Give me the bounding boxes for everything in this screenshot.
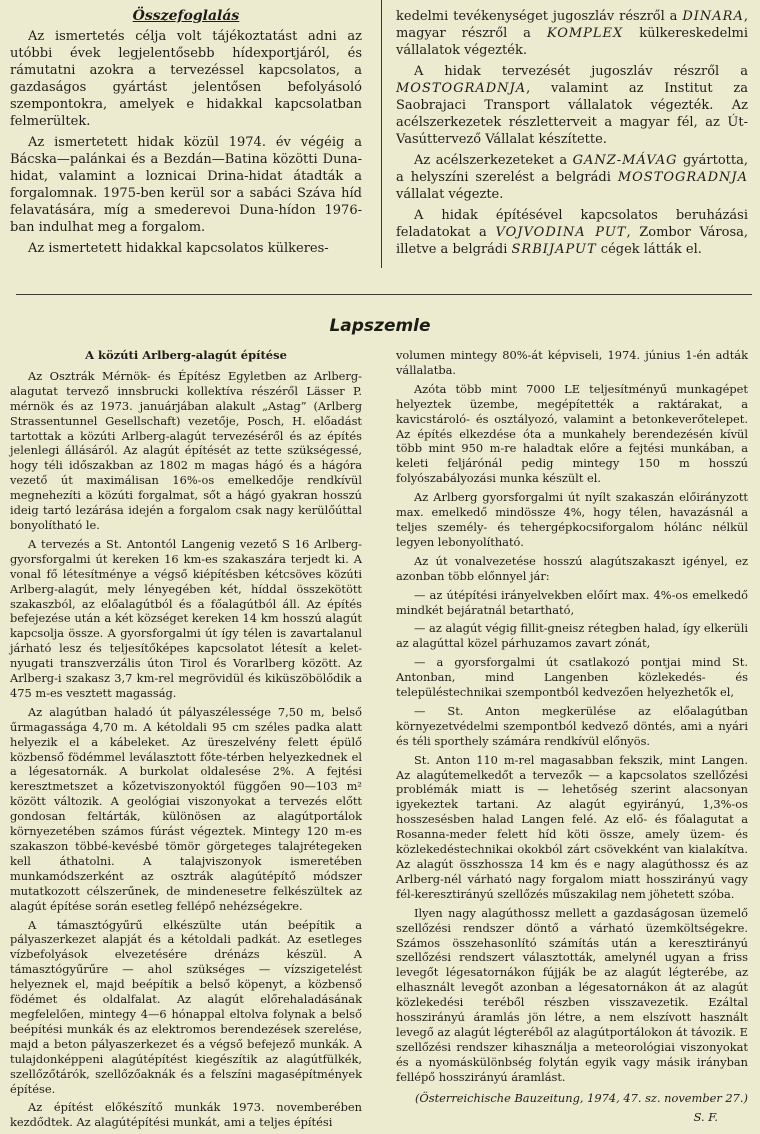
summary-heading: Összefoglalás [132,8,240,24]
article-paragraph: A tervezés a St. Antontól Langenig vezető S 16 Arlberg-gyorsforgalmi út kereken 16 km-es szakaszára terjedt ki. A vonal fő létesítménye a végső kiépítésben kétcsöves közúti Arlberg-alagút, mely lényegében két, híddal összekötött szakaszból, az előalagútból és a főalagútból áll. Az építés befejezése után a két községet kereken 14 km hosszú alagút kapcsolja össze. A gyorsforgalmi út így télen is zavartalanul járható lesz és teljesítőképes kapcsolatot létesít a kelet-nyugati transzverzális úton Tirol és Vorarlberg között. Az Arlberg-i szakasz 3,7 km-rel megrövidül és kiküszöbölődik a 475 m-es vesztett magasság. [10,536,362,700]
article-paragraph: Ilyen nagy alagúthossz mellett a gazdaságosan üzemelő szellőzési rendszer döntő a várható üzemköltségekre. Számos összehasonlító számítás után a keresztirányú szellőzési rendszert választották, amelynél ugyan a friss levegőt légesatornákon fújják be az alagút légterébe, az elhasznált levegőt azonban a légesatornákon át az alagút közlekedési teréből részben visszavezetik. Ezáltal hosszirányú áramlás jön létre, a nem elszívott használt levegő az alagút légteréből az alagútportálokon át távozik. E szellőzési rendszer kihasználja a meteorológiai viszonyokat és a nyomáskülönbség folytán egyik vagy másik irányban fellépő hosszirányú áramlást. [396,905,748,1084]
summary-paragraph: kedelmi tevékenységet jugoszláv részről a DINARA, magyar részről a KOMPLEX külkereskedelmi vállalatok végezték. [396,9,748,58]
column-divider [381,0,382,268]
summary-left-column [10,8,362,261]
summary-paragraph: Az ismertetett hidak közül 1974. év végéig a Bácska—palánkai és a Bezdán—Batina közötti Duna-hidat, valamint a loznicai Drina-hidat átadták a forgalomnak. 1975-ben kerül sor a sabáci Száva híd felavatására, míg a smederevoi Duna-hídon 1976-ban indulhat meg a forgalom. [10,135,362,235]
summary-paragraph: A hidak építésével kapcsolatos beruházási feladatokat a VOJVODINA PUT, Zombor Városa, illetve a belgrádi SRBIJAPUT cégek látták el. [396,208,748,257]
article-title: A közúti Arlberg-alagút építése [85,348,287,362]
summary-right-column [396,8,748,262]
article-paragraph: Az Arlberg gyorsforgalmi út nyílt szakaszán előirányzott max. emelkedő mindössze 4%, hogy télen, havazásnál a teljes személy- és tehergépkocsiforgalom hólánc nélkül legyen lebonyolítható. [396,490,748,549]
summary-paragraph: A hidak tervezését jugoszláv részről a MOSTOGRADNJA, valamint az Institut za Saobrajaci Transport vállalatok végezték. Az acélszerkezetek részletterveit a magyar fél, az Út-Vasúttervező Vállalat készítette. [396,64,748,147]
article-list-item: — az alagút végig fillit-gneisz rétegben halad, így elkerüli az alagúttal közel párhuzamos zavart zónát, [396,621,748,651]
section-title: Lapszemle [329,316,431,336]
summary-paragraph: Az acélszerkezeteket a GANZ-MÁVAG gyártotta, a helyszíni szerelést a belgrádi MOSTOGRADNJA vállalat végezte. [396,153,748,202]
article-list-item: — az útépítési irányelvekben előírt max. 4%-os emelkedő mindkét bejáratnál betartható, [396,587,748,617]
article-signature: S. F. [693,1109,718,1124]
section-divider [16,294,752,295]
article-list-item: — a gyorsforgalmi út csatlakozó pontjai mind St. Antonban, mind Langenben közlekedés- és településtechnikai szempontból kedvezően helyezhetők el, [396,655,748,700]
article-list-item: — St. Anton megkerülése az előalagútban környezetvédelmi szempontból kedvező döntés, ami a nyári és téli sporthely számára rendkívül előnyös. [396,703,748,748]
article-paragraph: A támasztógyűrű elkészülte után beépítik a pályaszerkezet alapját és a kétoldali padkát. Az esetleges vízbefolyások elvezetésére drénázs készül. A támasztógyűrűre — ahol szükséges — vízszigetelést helyeznek el, majd beépítik a belső köpenyt, a közbenső födémet és oldalfalat. Az alagút előrehaladásának megfelelően, mintegy 4—6 hónappal eltolva folynak a belső beépítési munkák és az elektromos berendezések szerelése, majd a beton pályaszerkezet és a végső befejező munkák. A tulajdonképpeni alagútépítést kiegészítik az alagútfülkék, szellőzőtárók, szellőzőaknák és a felszíni magasépítmények építése. [10,917,362,1096]
article-paragraph: Az építést előkészítő munkák 1973. novemberében kezdődtek. Az alagútépítési munkát, ami a teljes építési [10,1100,362,1130]
article-paragraph: Az alagútban haladó út pályaszélessége 7,50 m, belső űrmagassága 4,70 m. A kétoldali 95 cm széles padka alatt helyezik el a kábeleket. Az üreszelvény felett épülő közbenső födémmel leválasztott főte-térben helyezkednek el a légesatornák. A burkolat oldalesése 2%. A fejtési keresztmetszet a kőzetviszonyoktól függően 90—103 m² között változik. A geológiai viszonyokat a tervezés előtt gondosan feltárták, különösen az alagútportálok környezetében számos fúrást végeztek. Mintegy 120 m-es szakaszon többé-kevésbé tömör görgeteges talajrétegeken kell áthatolni. A talajviszonyok ismeretében munkamódszerként az osztrák alagútépítő módszer mutatkozott célszerűnek, de mindenesetre felkészültek az alagút építése során esetleg fellépő nehézségekre. [10,704,362,913]
article-paragraph: volumen mintegy 80%-át képviseli, 1974. június 1-én adták vállalatba. [396,348,748,377]
article-right-column [396,348,748,1128]
article-left-column [10,348,362,1134]
summary-paragraph: Az ismertetett hidakkal kapcsolatos külkeres- [28,241,329,256]
article-paragraph: Azóta több mint 7000 LE teljesítményű munkagépet helyeztek üzembe, megépítették a raktárakat, a kavicstároló- és osztályozó, valamint a betonkeverőtelepet. Az építés elkezdése óta a munkahely berendezésén kívül több mint 950 m-re haladtak előre a fejtési munkában, a keleti feljárónál pedig mintegy 150 m hosszú folyószabályozási munka készült el. [396,381,748,486]
article-paragraph: Az Osztrák Mérnök- és Építész Egyletben az Arlberg-alagutat tervező innsbrucki kollektíva részéről Lässer P. mérnök és az 1973. januárjában alakult „Astag” (Arlberg Strassentunnel Gesellschaft) vezetője, Posch, H. előadást tartottak a közúti Arlberg-alagút tervezéséről és az építés jelenlegi állásáról. Az alagút építését az tette szükségessé, hogy téli időszakban az 1802 m magas hágó és a hágóra vezető út maximálisan 16%-os emelkedője rendkívül megnehezíti a közúti forgalmat, sőt a hágó gyakran hosszú ideig tartó lezárása idején a forgalom csak nagy kerülőúttal bonyolítható le. [10,368,362,532]
article-paragraph: Az út vonalvezetése hosszú alagútszakaszt igényel, ez azonban több előnnyel jár: [396,553,748,583]
article-source: (Österreichische Bauzeitung, 1974, 47. sz. november 27.) [414,1090,748,1105]
summary-paragraph: Az ismertetés célja volt tájékoztatást adni az utóbbi évek legjelentősebb hídexportjáról, és rámutatni azokra a tervezéssel kapcsolatos, a gazdaságos gyártást jelentősen befolyásoló szempontokra, amelyek e hidakkal kapcsolatban felmerültek. [10,29,362,129]
article-paragraph: St. Anton 110 m-rel magasabban fekszik, mint Langen. Az alagútemelkedőt a tervezők — a kapcsolatos szellőzési problémák miatt is — lehetőség szerint alacsonyan igyekeztek tartani. Az alagút egyirányú, 1,3%-os hosszesésben halad Langen felé. Az elő- és főalagutat a Rosanna-meder felett híd köti össze, amely üzem- és közlekedéstechnikai okokból zárt csövekként van kialakítva. Az alagút összhossza 14 km és e nagy alagúthossz és az Arlberg-nél várható nagy forgalom miatt hosszirányú vagy fél-keresztirányú szellőzés műszakilag nem jöhetett szóba. [396,752,748,901]
